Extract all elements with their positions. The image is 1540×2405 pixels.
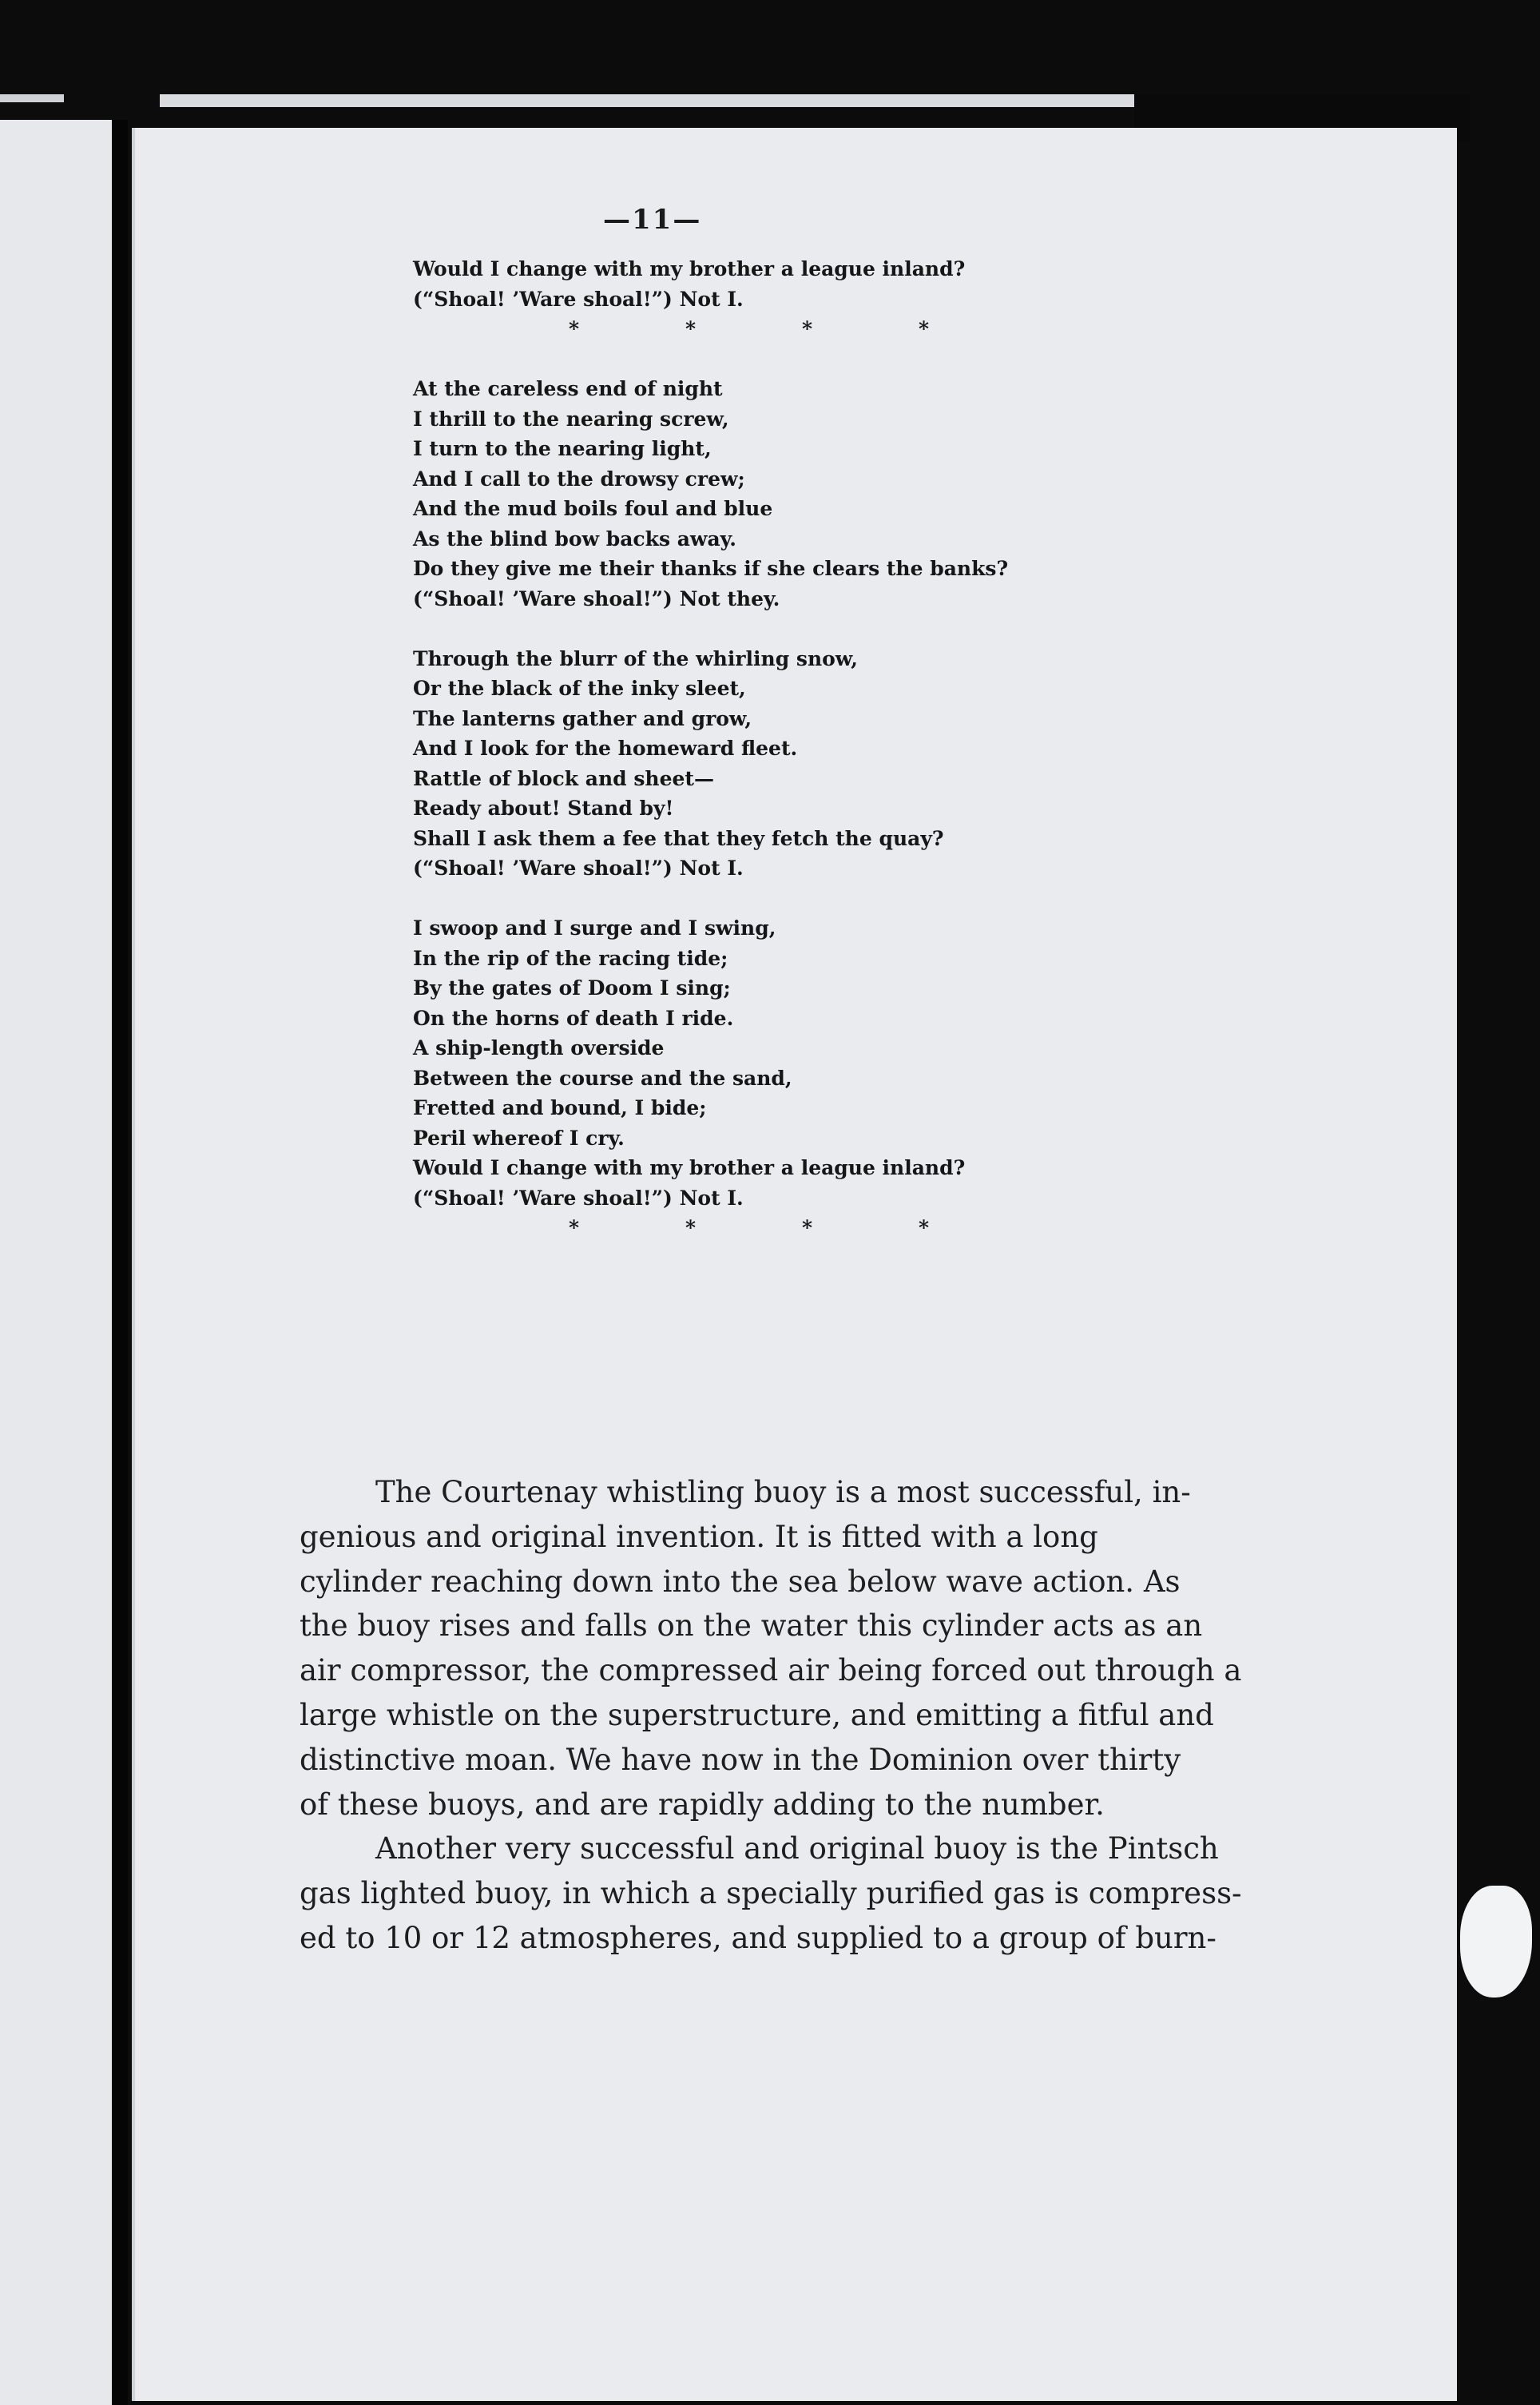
star-mark: *: [919, 1216, 930, 1239]
poem-line: I turn to the nearing light,: [413, 437, 712, 460]
stanza-gap: [413, 344, 1212, 375]
star-mark: *: [802, 1216, 813, 1239]
poem-line: (“Shoal! ’Ware shoal!”) Not I.: [413, 857, 744, 880]
prose-line: the buoy rises and falls on the water this cylinder acts as an: [300, 1608, 1203, 1644]
prose-line: air compressor, the compressed air being forced out through a: [300, 1653, 1242, 1688]
prose-line: genious and original invention. It is fitted with a long: [300, 1519, 1098, 1554]
prose-line: Another very successful and original buoy is the Pintsch: [375, 1831, 1219, 1866]
poem-line: Rattle of block and sheet—: [413, 766, 714, 790]
section-stars: [413, 314, 1212, 344]
prose-text: [300, 1470, 1258, 1961]
adjacent-page-edge: [112, 120, 128, 2405]
stanza-gap: [413, 884, 1212, 914]
poem-line: I swoop and I surge and I swing,: [413, 916, 776, 940]
poem-line: Or the black of the inky sleet,: [413, 677, 746, 700]
poem-line: And I call to the drowsy crew;: [413, 467, 745, 491]
prose-line: distinctive moan. We have now in the Dominion over thirty: [300, 1742, 1181, 1777]
poem-line: On the horns of death I ride.: [413, 1006, 734, 1030]
poem-line: (“Shoal! ’Ware shoal!”) Not they.: [413, 586, 780, 610]
poem-line: By the gates of Doom I sing;: [413, 976, 731, 1000]
poem-line: In the rip of the racing tide;: [413, 946, 728, 970]
prose-line: The Courtenay whistling buoy is a most successful, in-: [375, 1475, 1191, 1509]
star-mark: *: [685, 1216, 697, 1239]
scan-scrap: [0, 94, 64, 102]
poem-line: As the blind bow backs away.: [413, 527, 737, 551]
stanza-gap: [413, 614, 1212, 644]
star-mark: *: [802, 317, 813, 340]
poem-line: Do they give me their thanks if she clears the banks?: [413, 557, 1009, 580]
star-mark: *: [685, 317, 697, 340]
poem-line: (“Shoal! ’Ware shoal!”) Not I.: [413, 287, 744, 311]
page-number: —11—: [603, 204, 702, 236]
poem-line: Between the course and the sand,: [413, 1066, 792, 1090]
poem: [413, 254, 1212, 1243]
star-mark: *: [569, 317, 580, 340]
poem-line: The lanterns gather and grow,: [413, 706, 752, 730]
prose-line: ed to 10 or 12 atmospheres, and supplied to a group of burn-: [300, 1920, 1217, 1955]
star-mark: *: [569, 1216, 580, 1239]
poem-line: Would I change with my brother a league inland?: [413, 1156, 966, 1179]
poem-line: (“Shoal! ’Ware shoal!”) Not I.: [413, 1186, 744, 1210]
poem-line: Through the blurr of the whirling snow,: [413, 646, 858, 670]
poem-line: And I look for the homeward fleet.: [413, 737, 798, 760]
poem-line: At the careless end of night: [413, 377, 723, 400]
poem-line: Would I change with my brother a league inland?: [413, 257, 966, 280]
prose-line: of these buoys, and are rapidly adding to the number.: [300, 1787, 1105, 1822]
star-mark: *: [919, 317, 930, 340]
adjacent-page: [0, 120, 112, 2405]
prose-line: gas lighted buoy, in which a specially purified gas is compress-: [300, 1876, 1242, 1911]
section-stars: [413, 1213, 1212, 1243]
poem-line: And the mud boils foul and blue: [413, 497, 773, 520]
poem-line: Fretted and bound, I bide;: [413, 1096, 707, 1119]
poem-line: Peril whereof I cry.: [413, 1126, 625, 1150]
prose-line: large whistle on the superstructure, and emitting a fitful and: [300, 1697, 1214, 1732]
prose-line: cylinder reaching down into the sea below wave action. As: [300, 1564, 1181, 1599]
poem-line: A ship-length overside: [413, 1036, 665, 1059]
poem-line: Ready about! Stand by!: [413, 797, 674, 820]
poem-line: Shall I ask them a fee that they fetch the quay?: [413, 826, 944, 850]
paper-damage: [1460, 1886, 1532, 1998]
poem-line: I thrill to the nearing screw,: [413, 407, 729, 431]
